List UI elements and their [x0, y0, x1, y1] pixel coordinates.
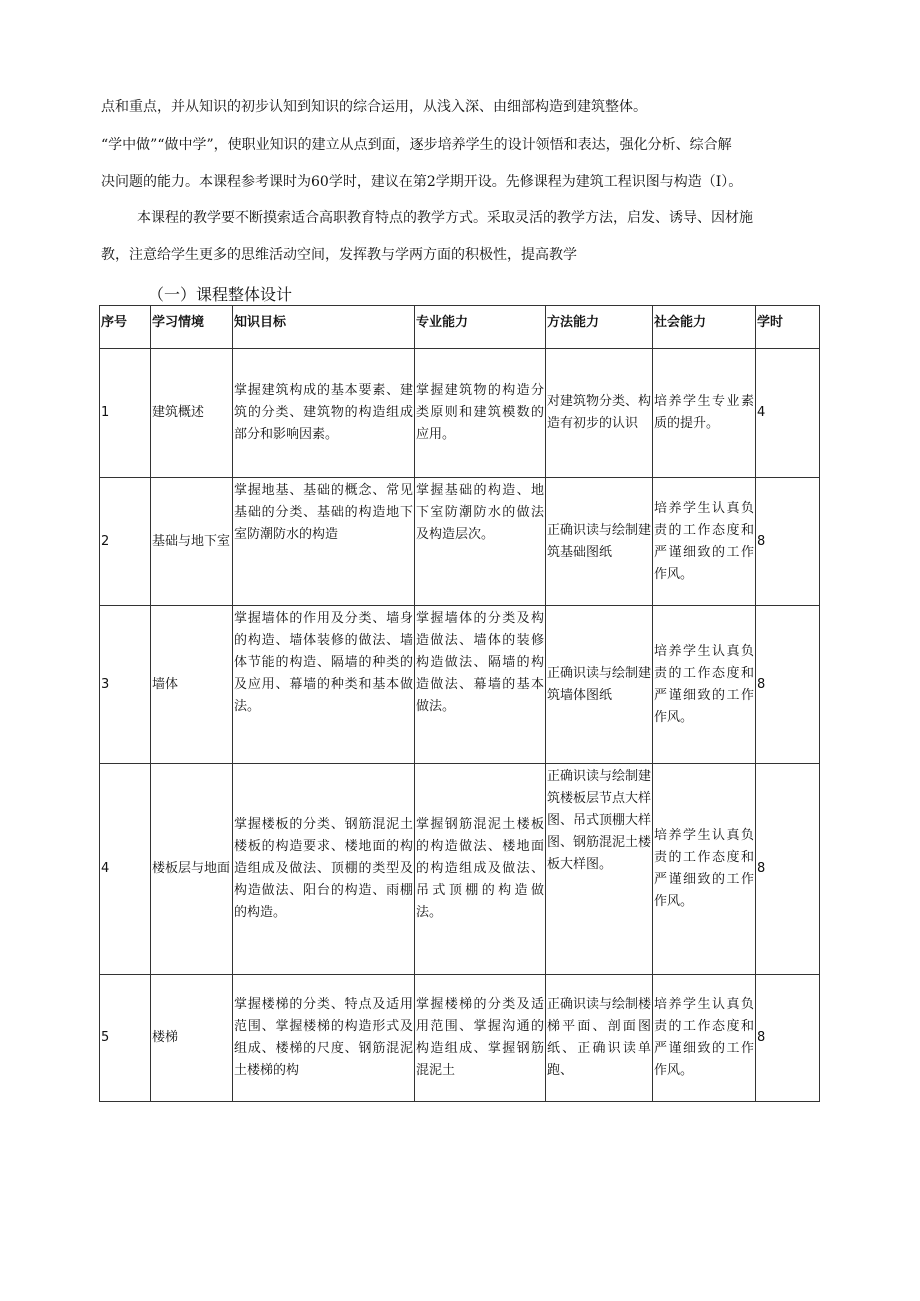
cell-knowledge: 掌握建筑构成的基本要素、建筑的分类、建筑物的构造组成部分和影响因素。 — [233, 349, 415, 478]
cell-social: 培养学生认真负责的工作态度和严谨细致的工作作风。 — [653, 606, 756, 764]
header-cell: 方法能力 — [546, 306, 653, 349]
cell-situation: 楼板层与地面 — [151, 764, 233, 975]
cell-professional: 掌握建筑物的构造分类原则和建筑模数的应用。 — [415, 349, 546, 478]
header-cell: 学时 — [756, 306, 820, 349]
cell-social: 培养学生认真负责的工作态度和严谨细致的工作作风。 — [653, 478, 756, 606]
cell-no: 4 — [100, 764, 151, 975]
header-cell: 专业能力 — [415, 306, 546, 349]
paragraph-line: 点和重点，并从知识的初步认知到知识的综合运用，从浅入深、由细部构造到建筑整体。 — [101, 99, 647, 115]
cell-situation: 基础与地下室 — [151, 478, 233, 606]
cell-professional: 掌握钢筋混泥土楼板的构造做法、楼地面的构造组成及做法、吊式顶棚的构造做法。 — [415, 764, 546, 975]
cell-knowledge: 掌握楼板的分类、钢筋混泥土楼板的构造要求、楼地面的构造组成及做法、顶棚的类型及构造做法、阳台的构造、雨棚的构造。 — [233, 764, 415, 975]
cell-hours: 8 — [756, 764, 820, 975]
cell-knowledge: 掌握墙体的作用及分类、墙身的构造、墙体装修的做法、墙体节能的构造、隔墙的种类的及应用、幕墙的种类和基本做法。 — [233, 606, 415, 764]
paragraph-line: 本课程的教学要不断摸索适合高职教育特点的教学方式。采取灵活的教学方法，启发、诱导、因材施 — [137, 210, 753, 226]
cell-no: 1 — [100, 349, 151, 478]
paragraph-line: 教，注意给学生更多的思维活动空间，发挥教与学两方面的积极性，提高教学 — [101, 247, 577, 263]
cell-social: 培养学生专业素质的提升。 — [653, 349, 756, 478]
cell-social: 培养学生认真负责的工作态度和严谨细致的工作作风。 — [653, 764, 756, 975]
cell-method: 正确识读与绘制建筑楼板层节点大样图、吊式顶棚大样图、钢筋混泥土楼板大样图。 — [546, 764, 653, 975]
header-cell: 学习情境 — [151, 306, 233, 349]
cell-no: 5 — [100, 975, 151, 1102]
cell-no: 2 — [100, 478, 151, 606]
cell-method: 正确识读与绘制建筑墙体图纸 — [546, 606, 653, 764]
cell-situation: 墙体 — [151, 606, 233, 764]
cell-hours: 8 — [756, 975, 820, 1102]
cell-knowledge: 掌握楼梯的分类、特点及适用范围、掌握楼梯的构造形式及组成、楼梯的尺度、钢筋混泥土楼梯的构 — [233, 975, 415, 1102]
cell-no: 3 — [100, 606, 151, 764]
cell-situation: 建筑概述 — [151, 349, 233, 478]
header-cell: 序号 — [100, 306, 151, 349]
cell-hours: 8 — [756, 606, 820, 764]
cell-professional: 掌握墙体的分类及构造做法、墙体的装修构造做法、隔墙的构造做法、幕墙的基本做法。 — [415, 606, 546, 764]
table-row — [100, 975, 820, 1102]
section-heading: （一）课程整体设计 — [148, 285, 293, 304]
cell-hours: 4 — [756, 349, 820, 478]
cell-professional: 掌握楼梯的分类及适用范围、掌握沟通的构造组成、掌握钢筋混泥土 — [415, 975, 546, 1102]
cell-method: 正确识读与绘制楼梯平面、剖面图纸、正确识读单跑、 — [546, 975, 653, 1102]
cell-professional: 掌握基础的构造、地下室防潮防水的做法及构造层次。 — [415, 478, 546, 606]
cell-situation: 楼梯 — [151, 975, 233, 1102]
cell-method: 对建筑物分类、构造有初步的认识 — [546, 349, 653, 478]
cell-hours: 8 — [756, 478, 820, 606]
cell-social: 培养学生认真负责的工作态度和严谨细致的工作作风。 — [653, 975, 756, 1102]
cell-method: 正确识读与绘制建筑基础图纸 — [546, 478, 653, 606]
header-cell: 知识目标 — [233, 306, 415, 349]
table-row — [100, 764, 820, 975]
course-design-table — [99, 305, 820, 1102]
header-cell: 社会能力 — [653, 306, 756, 349]
paragraph-line: 决问题的能力。本课程参考课时为60学时，建议在第2学期开设。先修课程为建筑工程识图与构造（I）。 — [101, 174, 743, 190]
table-row — [100, 478, 820, 606]
paragraph-line: “学中做”“做中学”，使职业知识的建立从点到面，逐步培养学生的设计领悟和表达，强化分析、综合解 — [101, 137, 732, 153]
table-row — [100, 606, 820, 764]
table-header-row — [100, 306, 820, 349]
cell-knowledge: 掌握地基、基础的概念、常见基础的分类、基础的构造地下室防潮防水的构造 — [233, 478, 415, 606]
table-row — [100, 349, 820, 478]
